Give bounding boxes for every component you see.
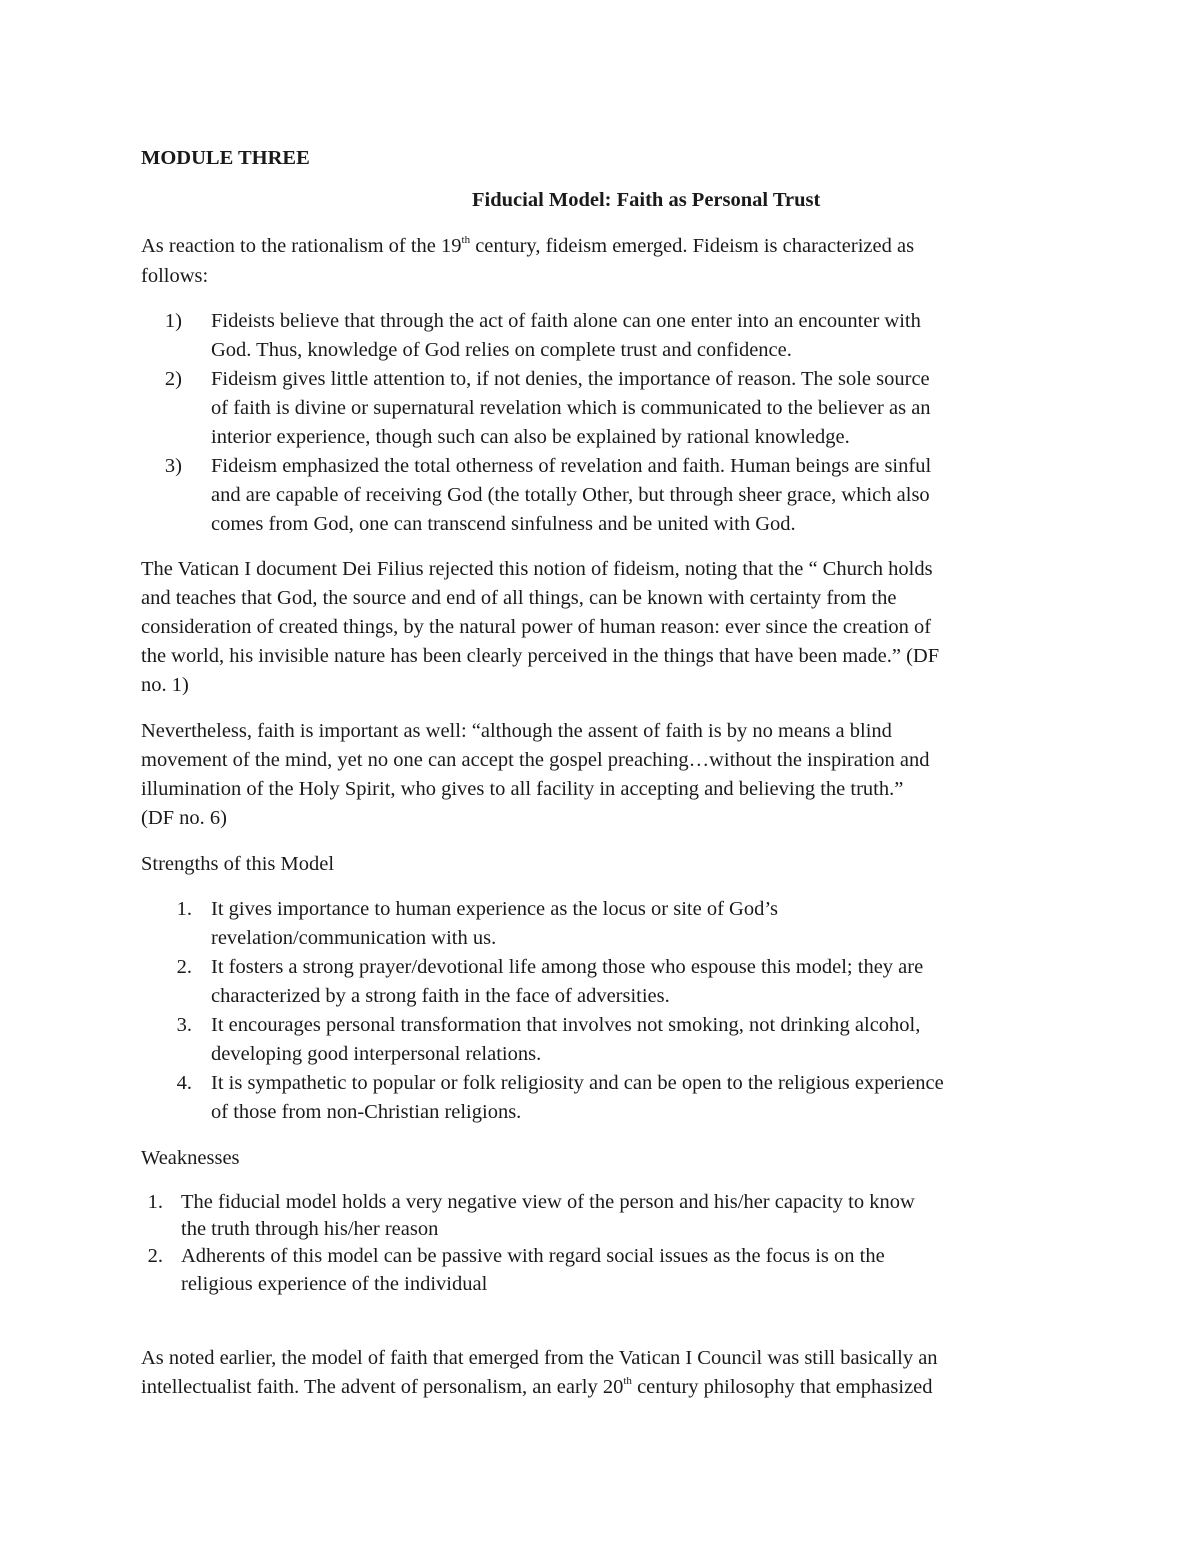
list-line: the truth through his/her reason [181, 1218, 439, 1240]
list-line: of those from non-Christian religions. [211, 1101, 522, 1123]
list-line: characterized by a strong faith in the face of adversities. [211, 985, 670, 1007]
closing-line-1: As noted earlier, the model of faith that emerged from the Vatican I Council was still basically an [141, 1347, 938, 1369]
list-line: comes from God, one can transcend sinfulness and be united with God. [211, 513, 796, 535]
closing-line-2: intellectualist faith. The advent of personalism, an early 20th century philosophy that emphasized [141, 1375, 933, 1398]
intro-line-1: As reaction to the rationalism of the 19th century, fideism emerged. Fideism is characterized as [141, 234, 915, 257]
list-line: interior experience, though such can also be explained by rational knowledge. [211, 426, 850, 448]
paragraph-line: Nevertheless, faith is important as well: “although the assent of faith is by no means a blind [141, 720, 892, 742]
list-line: developing good interpersonal relations. [211, 1043, 542, 1065]
paragraph-line: The Vatican I document Dei Filius rejected this notion of fideism, noting that the “ Church holds [141, 558, 933, 580]
paragraph-line: movement of the mind, yet no one can accept the gospel preaching…without the inspiration and [141, 749, 930, 771]
list-line: revelation/communication with us. [211, 927, 497, 949]
list-line: Adherents of this model can be passive with regard social issues as the focus is on the [181, 1245, 885, 1267]
list-line: It is sympathetic to popular or folk religiosity and can be open to the religious experience [211, 1072, 944, 1094]
list-line: Fideists believe that through the act of faith alone can one enter into an encounter with [211, 310, 921, 332]
list-line: The fiducial model holds a very negative view of the person and his/her capacity to know [181, 1191, 915, 1213]
list-line: It encourages personal transformation that involves not smoking, not drinking alcohol, [211, 1014, 921, 1036]
list-number: 1) [164, 310, 182, 332]
list-line: Fideism emphasized the total otherness of revelation and faith. Human beings are sinful [211, 455, 932, 477]
list-line: God. Thus, knowledge of God relies on complete trust and confidence. [211, 339, 792, 361]
list-line: and are capable of receiving God (the totally Other, but through sheer grace, which also [211, 484, 930, 506]
paragraph-line: consideration of created things, by the natural power of human reason: ever since the creation of [141, 616, 932, 638]
strengths-heading: Strengths of this Model [141, 853, 335, 875]
paragraph-line: no. 1) [141, 674, 189, 696]
list-line: of faith is divine or supernatural revelation which is communicated to the believer as an [211, 397, 931, 419]
paragraph-line: and teaches that God, the source and end of all things, can be known with certainty from the [141, 587, 897, 609]
list-number: 4. [176, 1072, 192, 1094]
intro-line-2: follows: [141, 265, 209, 287]
weaknesses-heading: Weaknesses [141, 1147, 240, 1169]
paragraph-line: the world, his invisible nature has been clearly perceived in the things that have been made.” (DF [141, 645, 940, 667]
list-line: Fideism gives little attention to, if not denies, the importance of reason. The sole source [211, 368, 930, 390]
list-number: 2. [147, 1245, 163, 1267]
list-number: 3) [164, 455, 182, 477]
paragraph-line: (DF no. 6) [141, 807, 227, 829]
list-number: 2) [164, 368, 182, 390]
list-number: 1. [176, 898, 192, 920]
list-line: religious experience of the individual [181, 1273, 488, 1295]
list-number: 3. [176, 1014, 192, 1036]
list-number: 1. [147, 1191, 163, 1213]
paragraph-line: illumination of the Holy Spirit, who gives to all facility in accepting and believing the truth.” [141, 778, 904, 800]
module-heading: MODULE THREE [141, 147, 310, 169]
page-title: Fiducial Model: Faith as Personal Trust [472, 189, 821, 211]
list-line: It gives importance to human experience as the locus or site of God’s [211, 898, 779, 920]
list-number: 2. [176, 956, 192, 978]
list-line: It fosters a strong prayer/devotional life among those who espouse this model; they are [211, 956, 924, 978]
